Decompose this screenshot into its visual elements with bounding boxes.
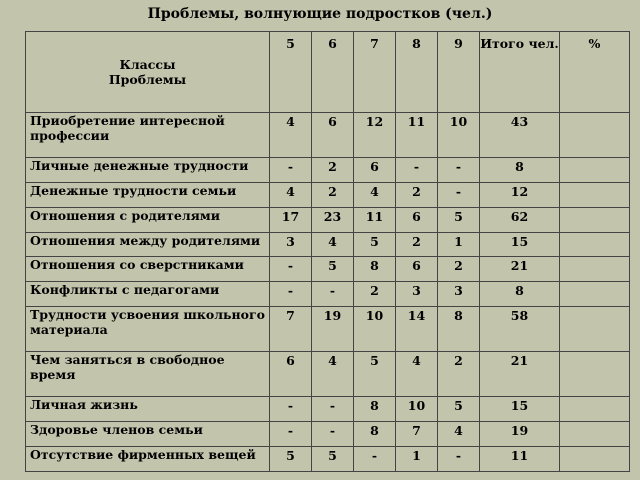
- column-header: 6: [312, 32, 354, 113]
- problems-table: [25, 31, 630, 472]
- value-cell: 8: [480, 282, 560, 307]
- value-cell: 1: [438, 232, 480, 257]
- value-cell: -: [270, 257, 312, 282]
- value-cell: 15: [480, 397, 560, 422]
- value-cell: 10: [438, 113, 480, 158]
- value-cell: 19: [312, 307, 354, 352]
- value-cell: 8: [354, 397, 396, 422]
- problem-label: Приобретение интересной профессии: [26, 113, 270, 158]
- value-cell: 58: [480, 307, 560, 352]
- value-cell: 5: [354, 232, 396, 257]
- value-cell: 8: [438, 307, 480, 352]
- value-cell: 5: [312, 447, 354, 472]
- value-cell: [560, 352, 630, 397]
- table-row: [26, 183, 630, 208]
- value-cell: -: [270, 282, 312, 307]
- value-cell: 4: [270, 113, 312, 158]
- problem-label: Отношения с родителями: [26, 207, 270, 232]
- table-row: [26, 257, 630, 282]
- value-cell: 21: [480, 352, 560, 397]
- value-cell: 5: [438, 207, 480, 232]
- table-row: [26, 207, 630, 232]
- problem-label: Здоровье членов семьи: [26, 422, 270, 447]
- value-cell: 43: [480, 113, 560, 158]
- problem-label: Чем заняться в свободное время: [26, 352, 270, 397]
- value-cell: 6: [396, 257, 438, 282]
- value-cell: 4: [312, 232, 354, 257]
- value-cell: 4: [312, 352, 354, 397]
- column-header: 5: [270, 32, 312, 113]
- value-cell: 15: [480, 232, 560, 257]
- table-row: [26, 352, 630, 397]
- table-row: [26, 397, 630, 422]
- value-cell: 12: [354, 113, 396, 158]
- value-cell: 5: [270, 447, 312, 472]
- value-cell: -: [438, 183, 480, 208]
- table-row: [26, 282, 630, 307]
- value-cell: 4: [438, 422, 480, 447]
- value-cell: 62: [480, 207, 560, 232]
- value-cell: 2: [438, 352, 480, 397]
- column-header: 9: [438, 32, 480, 113]
- value-cell: 1: [396, 447, 438, 472]
- value-cell: 17: [270, 207, 312, 232]
- value-cell: [560, 232, 630, 257]
- value-cell: [560, 207, 630, 232]
- column-header: 8: [396, 32, 438, 113]
- value-cell: 21: [480, 257, 560, 282]
- column-header: %: [560, 32, 630, 113]
- value-cell: 2: [354, 282, 396, 307]
- value-cell: [560, 113, 630, 158]
- value-cell: -: [312, 282, 354, 307]
- value-cell: [560, 158, 630, 183]
- table-row: [26, 232, 630, 257]
- problem-label: Личные денежные трудности: [26, 158, 270, 183]
- value-cell: 8: [354, 422, 396, 447]
- value-cell: 3: [438, 282, 480, 307]
- value-cell: [560, 183, 630, 208]
- value-cell: 11: [396, 113, 438, 158]
- value-cell: 2: [396, 183, 438, 208]
- value-cell: 8: [354, 257, 396, 282]
- problem-label: Денежные трудности семьи: [26, 183, 270, 208]
- value-cell: -: [270, 158, 312, 183]
- value-cell: 10: [354, 307, 396, 352]
- value-cell: -: [396, 158, 438, 183]
- value-cell: 23: [312, 207, 354, 232]
- value-cell: 14: [396, 307, 438, 352]
- table-row: [26, 113, 630, 158]
- problem-label: Отношения со сверстниками: [26, 257, 270, 282]
- value-cell: [560, 307, 630, 352]
- value-cell: -: [438, 158, 480, 183]
- table-row: [26, 158, 630, 183]
- value-cell: -: [312, 397, 354, 422]
- value-cell: -: [270, 397, 312, 422]
- corner-classes-label: Классы: [119, 57, 176, 72]
- value-cell: [560, 282, 630, 307]
- value-cell: 2: [396, 232, 438, 257]
- value-cell: 6: [396, 207, 438, 232]
- problem-label: Личная жизнь: [26, 397, 270, 422]
- value-cell: 2: [438, 257, 480, 282]
- table-row: [26, 422, 630, 447]
- value-cell: 3: [396, 282, 438, 307]
- value-cell: 3: [270, 232, 312, 257]
- column-header: 7: [354, 32, 396, 113]
- value-cell: 8: [480, 158, 560, 183]
- header-row: [26, 32, 630, 113]
- problem-label: Отсутствие фирменных вещей: [26, 447, 270, 472]
- value-cell: [560, 422, 630, 447]
- value-cell: [560, 397, 630, 422]
- value-cell: 11: [480, 447, 560, 472]
- corner-header-cell: [26, 32, 270, 113]
- value-cell: -: [438, 447, 480, 472]
- value-cell: 5: [438, 397, 480, 422]
- value-cell: 5: [312, 257, 354, 282]
- column-header: Итого чел.: [480, 32, 560, 113]
- value-cell: 12: [480, 183, 560, 208]
- value-cell: -: [312, 422, 354, 447]
- value-cell: 10: [396, 397, 438, 422]
- value-cell: -: [270, 422, 312, 447]
- value-cell: 4: [354, 183, 396, 208]
- problem-label: Трудности усвоения школьного материала: [26, 307, 270, 352]
- value-cell: [560, 257, 630, 282]
- value-cell: 19: [480, 422, 560, 447]
- value-cell: 4: [396, 352, 438, 397]
- value-cell: 6: [354, 158, 396, 183]
- value-cell: -: [354, 447, 396, 472]
- problem-label: Отношения между родителями: [26, 232, 270, 257]
- problem-label: Конфликты с педагогами: [26, 282, 270, 307]
- value-cell: 6: [270, 352, 312, 397]
- table-row: [26, 447, 630, 472]
- value-cell: 11: [354, 207, 396, 232]
- value-cell: [560, 447, 630, 472]
- value-cell: 2: [312, 183, 354, 208]
- table-title: Проблемы, волнующие подростков (чел.): [147, 6, 493, 22]
- value-cell: 6: [312, 113, 354, 158]
- corner-problems-label: Проблемы: [108, 72, 187, 87]
- value-cell: 4: [270, 183, 312, 208]
- table-row: [26, 307, 630, 352]
- value-cell: 5: [354, 352, 396, 397]
- value-cell: 7: [270, 307, 312, 352]
- value-cell: 2: [312, 158, 354, 183]
- value-cell: 7: [396, 422, 438, 447]
